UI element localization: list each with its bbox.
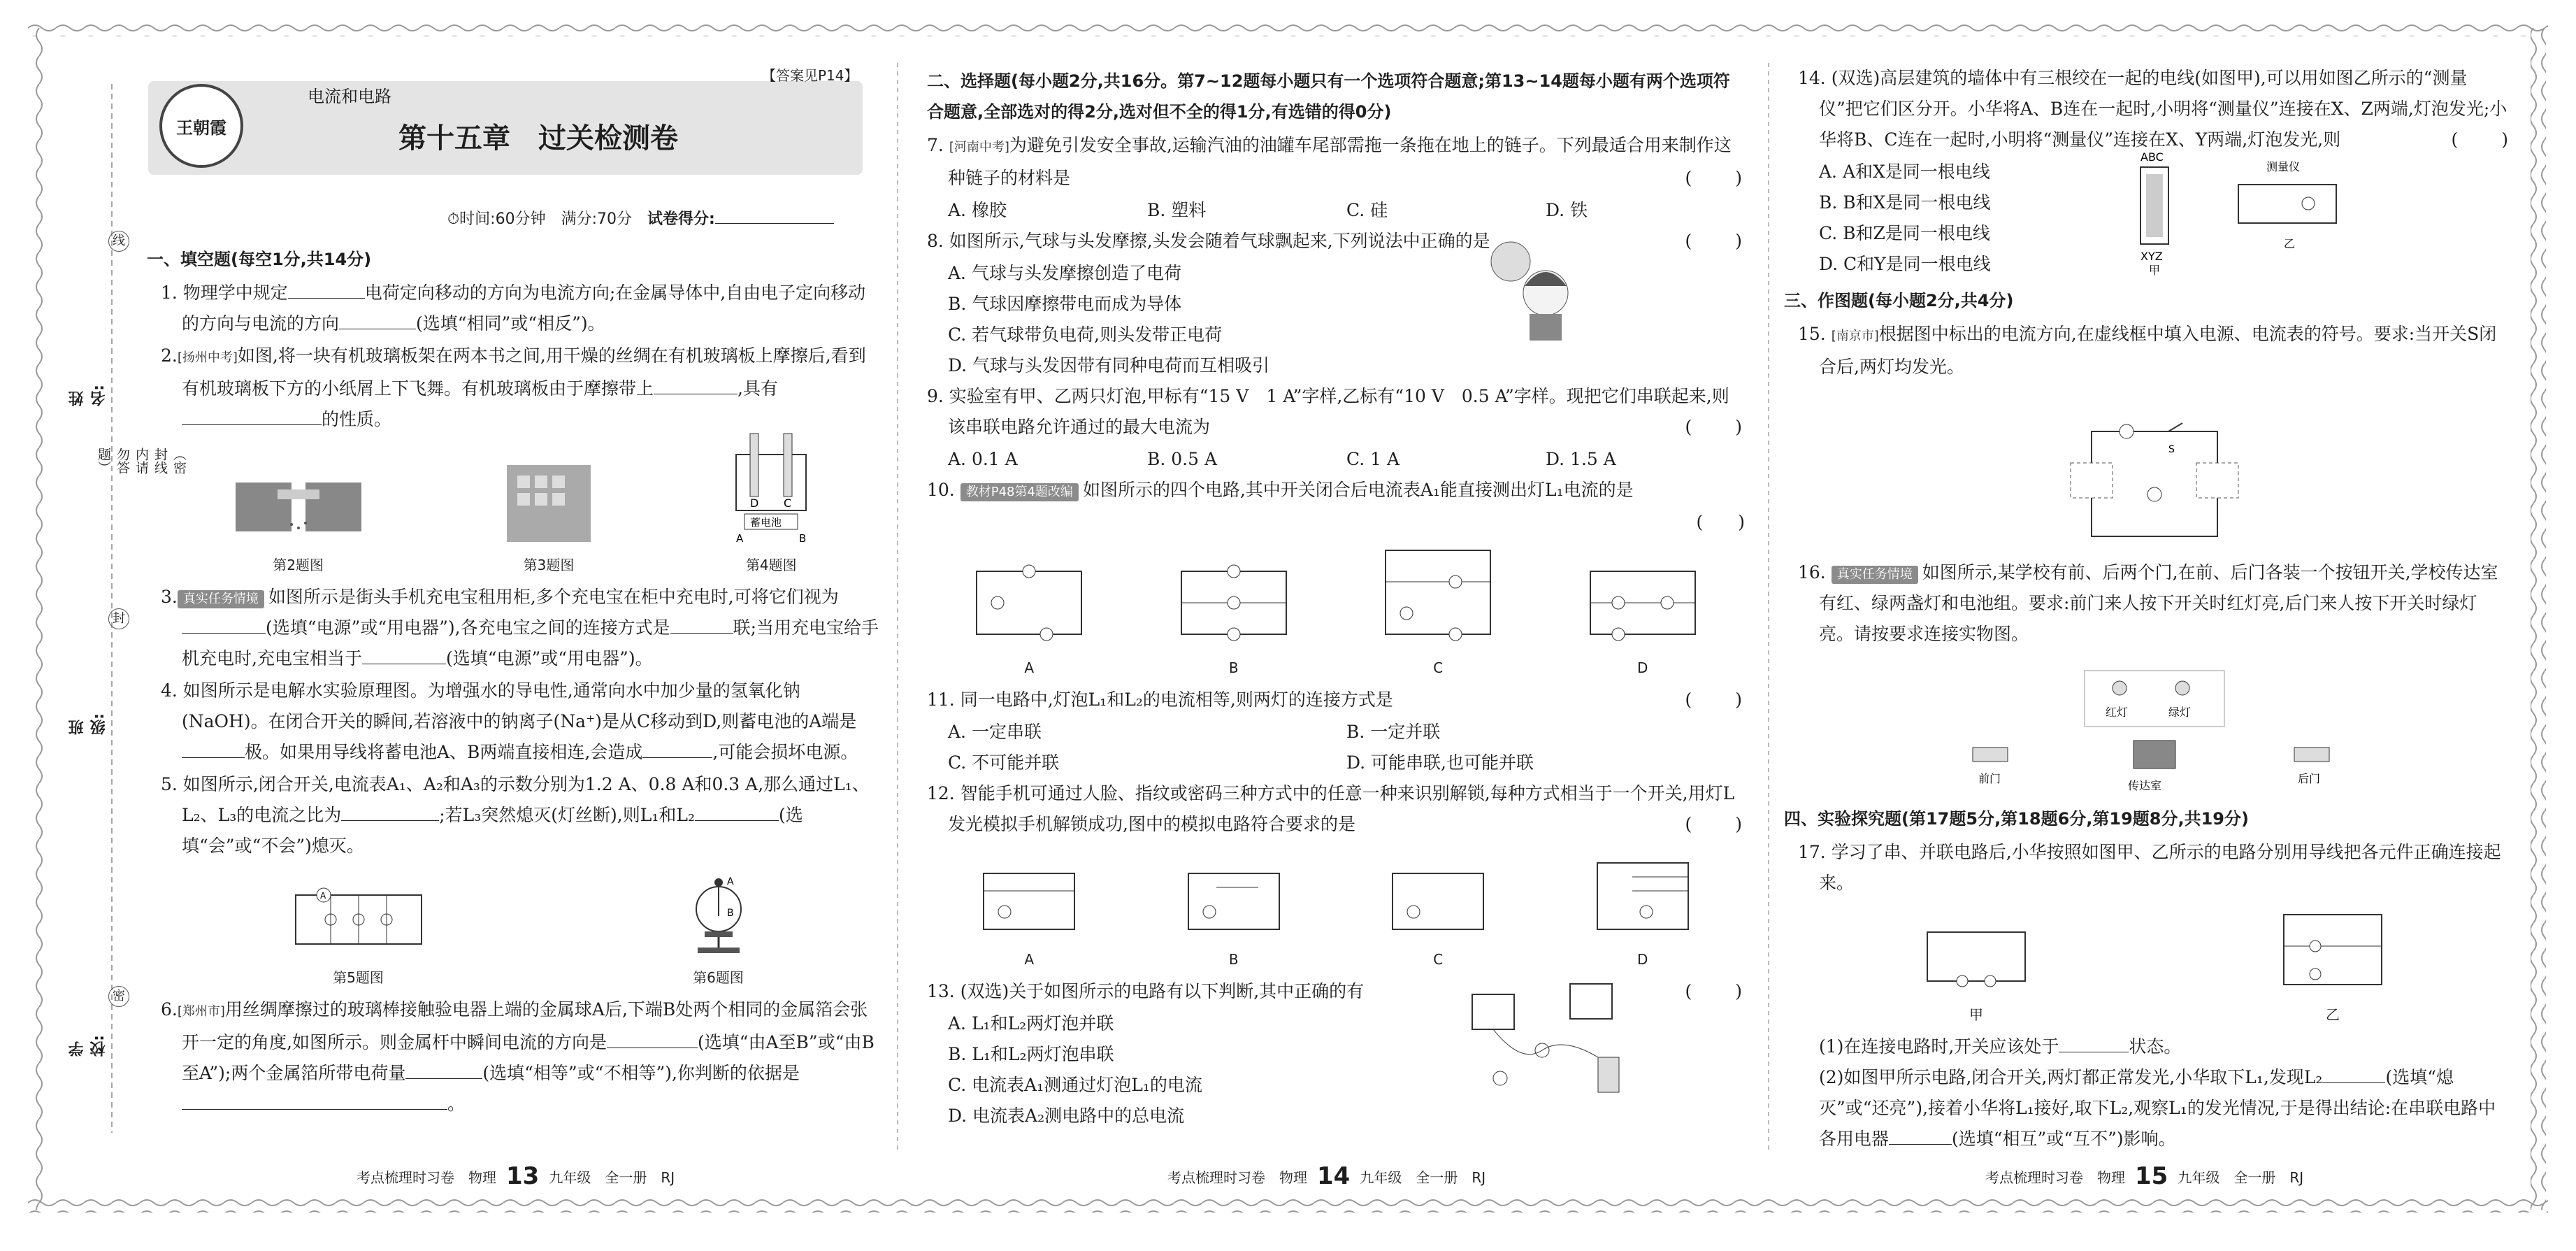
q10-label-c: C	[1433, 659, 1444, 676]
q10-circuit-a	[970, 557, 1088, 678]
q8-balloon-girl-illustration	[1486, 237, 1584, 342]
q13-block	[927, 1008, 1745, 1131]
fig3	[503, 462, 594, 575]
q10-diagram-a	[970, 557, 1088, 648]
question-1: 1. 物理学中规定 电荷定向移动的方向为电流方向;在金属导体中,自由电子定向移动的方向与电流的方向 (选填“相同”或“相反”)。	[161, 278, 881, 339]
q17-fig-yi	[2273, 904, 2392, 1024]
blank[interactable]	[607, 1029, 698, 1048]
score-blank[interactable]	[715, 205, 834, 224]
q12-diagram-b	[1181, 863, 1286, 940]
fig5-circuit	[282, 881, 436, 958]
q10-label-a: A	[1024, 659, 1035, 676]
fig4-battery-label: 蓄电池	[750, 516, 782, 529]
q15-figure	[1798, 389, 2511, 550]
q14-option-a[interactable]: A. A和X是同一根电线	[1819, 162, 1990, 182]
blank[interactable]	[341, 802, 439, 821]
q12-circuit-c	[1386, 863, 1490, 969]
question-10: 10. 教材P48第4题改编 如图所示的四个电路,其中开关闭合后电流表A₁能直接测出灯L₁电流的是	[927, 480, 1634, 500]
logo-text: 王朝霞	[176, 117, 226, 138]
fig4-electrolysis	[729, 427, 813, 545]
blank[interactable]	[2059, 1034, 2129, 1052]
q17-figures	[1798, 906, 2511, 1024]
q14-fig-yi: 乙	[2284, 237, 2296, 250]
column-1	[147, 241, 881, 1121]
figure-row-5-6	[161, 868, 881, 987]
blank[interactable]	[654, 376, 737, 394]
seal-note: （密封线内请勿答题）	[96, 448, 187, 474]
footer-page-14	[1167, 1162, 1485, 1190]
svg-text:C: C	[784, 496, 792, 510]
question-16: 16. 真实任务情境 如图所示,某学校有前、后两个门,在前、后门各装一个按钮开关,学校传达室有红、绿两盏灯和电池组。要求:前门来人按下开关时红灯亮,后门来人按下开关时绿灯亮。请按要求连接实物图。	[1798, 562, 2498, 644]
footer-page-13	[357, 1162, 675, 1190]
q9-option-b[interactable]: B. 0.5 A	[1147, 449, 1218, 469]
q10-label-d: D	[1637, 659, 1648, 676]
svg-text:B: B	[799, 532, 807, 545]
q16-red-lamp: 红灯	[2106, 706, 2129, 719]
q14-block	[1798, 150, 2511, 283]
q7-options	[927, 195, 1745, 226]
footer-text: 考点梳理时习卷 物理	[1985, 1168, 2125, 1186]
q12-circuit-d	[1590, 856, 1695, 969]
blank[interactable]	[362, 645, 446, 664]
svg-text:B: B	[726, 908, 734, 919]
time-score: ⏱时间:60分钟 满分:70分	[447, 210, 632, 228]
column-2	[927, 63, 1745, 1131]
q12-circuits	[927, 847, 1745, 969]
q16-figure	[1798, 657, 2511, 796]
blank[interactable]	[182, 739, 245, 758]
blank[interactable]	[670, 615, 733, 634]
q10-circuit-b	[1174, 557, 1293, 678]
q12-label-b: B	[1228, 951, 1239, 968]
q7-option-a[interactable]: A. 橡胶	[948, 200, 1007, 220]
q16-green-lamp: 绿灯	[2168, 706, 2192, 719]
q13-option-c[interactable]: C. 电流表A₁测通过灯泡L₁的电流	[948, 1075, 1202, 1095]
q8-block	[927, 258, 1745, 381]
q11-option-a[interactable]: A. 一定串联	[948, 722, 1042, 742]
q12-diagram-a	[977, 863, 1081, 940]
name-label: 姓名:	[69, 385, 108, 406]
question-14: 14. (双选)高层建筑的墙体中有三根绞在一起的电线(如图甲),可以用如图乙所示的“测量仪”把它们区分开。小华将A、B连在一起时,小明将“测量仪”连接在X、Z两端,灯泡发光;小华将B、C连在一起时,小明将“测量仪”连接在X、Y两端,灯泡发光,则 ( )	[1798, 68, 2511, 150]
q12-diagram-d	[1590, 856, 1695, 940]
q13-option-a[interactable]: A. L₁和L₂两灯泡并联	[948, 1013, 1114, 1034]
q10-label-b: B	[1228, 659, 1239, 676]
q10-circuits	[927, 545, 1745, 678]
q15-circuit	[2064, 410, 2245, 550]
question-5: 5. 如图所示,闭合开关,电流表A₁、A₂和A₃的示数分别为1.2 A、0.8 A和0.3 A,那么通过L₁、L₂、L₃的电流之比为 ;若L₃突然熄灭(灯丝断),则L₁和L₂ (选填“会”或“不会”)熄灭。	[161, 774, 870, 856]
section-multiple-choice: 二、选择题(每小题2分,共16分。第7~12题每小题只有一个选项符合题意;第13~14题每小题有两个选项符合题意,全部选对的得2分,选对但不全的得1分,有选错的得0分)	[927, 71, 1730, 122]
q8-option-d[interactable]: D. 气球与头发因带有同种电荷而互相吸引	[948, 355, 1270, 376]
fig6-electroscope	[677, 874, 761, 958]
footer-tail: 九年级 全一册 RJ	[1360, 1168, 1486, 1186]
logo	[159, 84, 243, 168]
section-experiment: 四、实验探究题(第17题5分,第18题6分,第19题8分,共19分)	[1784, 809, 2249, 829]
fig2	[229, 462, 368, 575]
svg-text:A: A	[726, 876, 734, 887]
footer-tail: 九年级 全一册 RJ	[2178, 1168, 2304, 1186]
header-topic: 电流和电路	[308, 87, 391, 106]
blank[interactable]	[182, 406, 322, 425]
section-fill-blank: 一、填空题(每空1分,共14分)	[147, 250, 372, 269]
blank[interactable]	[695, 802, 779, 821]
q7-option-d[interactable]: D. 铁	[1546, 200, 1588, 220]
q12-label-d: D	[1637, 951, 1648, 968]
meta-line	[447, 205, 834, 229]
q16-room: 传达室	[2128, 779, 2162, 792]
q16-illustration	[1945, 664, 2364, 796]
question-11: 11. 同一电路中,灯泡L₁和L₂的电流相等,则两灯的连接方式是 ( )	[927, 689, 1745, 710]
q8-option-b[interactable]: B. 气球因摩擦带电而成为导体	[948, 294, 1182, 314]
page-number: 15	[2135, 1162, 2168, 1190]
q14-figures	[2127, 150, 2441, 276]
blank[interactable]	[642, 739, 712, 758]
score-label: 试卷得分:	[647, 210, 715, 228]
q10-circuit-d	[1583, 557, 1702, 678]
svg-text:A: A	[736, 532, 744, 545]
q17-label-yi: 乙	[2326, 1006, 2340, 1023]
q12-circuit-a	[977, 863, 1081, 969]
q8-option-c[interactable]: C. 若气球带负电荷,则头发带正电荷	[948, 324, 1223, 345]
q17-circuit-jia	[1917, 918, 2036, 995]
q11-option-b[interactable]: B. 一定并联	[1346, 722, 1441, 742]
footer-text: 考点梳理时习卷 物理	[1167, 1168, 1307, 1186]
footer-page-15	[1985, 1162, 2303, 1190]
q9-options	[927, 444, 1745, 475]
question-3: 3. 真实任务情境 如图所示是街头手机充电宝租用柜,多个充电宝在柜中充电时,可将它们视为(选填“电源”或“用电器”),各充电宝之间的连接方式是 联;当用充电宝给手机充电时,充电宝相当于 (选填“电源”或“用电器”)。	[161, 587, 879, 669]
fig4-caption: 第4题图	[745, 557, 797, 573]
question-17-2: (2)如图甲所示电路,闭合开关,两灯都正常发光,小华取下L₁,发现L₂ (选填“熄灭”或“还亮”),接着小华将L₁接好,取下L₂,观察L₁的发光情况,于是得出结论:在串联电路中各用电器 (选填“相互”或“互不”)影响。	[1798, 1062, 2511, 1155]
question-17-1: (1)在连接电路时,开关应该处于 状态。	[1798, 1031, 2511, 1062]
question-9: 9. 实验室有甲、乙两只灯泡,甲标有“15 V 1 A”字样,乙标有“10 V 0.5 A”字样。现把它们串联起来,则该串联电路允许通过的最大电流为 ( )	[927, 386, 1745, 437]
q10-diagram-c	[1379, 543, 1497, 648]
q7-option-b[interactable]: B. 塑料	[1147, 200, 1207, 220]
q10-diagram-d	[1583, 557, 1702, 648]
fig6	[677, 874, 761, 987]
q16-back-door: 后门	[2298, 772, 2321, 785]
q14-fig-jia: 甲	[2149, 264, 2161, 276]
q14-option-b[interactable]: B. B和X是同一根电线	[1819, 192, 1991, 213]
q9-option-a[interactable]: A. 0.1 A	[948, 449, 1018, 469]
fig6-caption: 第6题图	[693, 969, 744, 986]
seal-mark-seal: 封	[108, 608, 129, 629]
question-12: 12. 智能手机可通过人脸、指纹或密码三种方式中的任意一种来识别解锁,每种方式相当于一个开关,用灯L发光模拟手机解锁成功,图中的模拟电路符合要求的是 ( )	[927, 783, 1745, 834]
svg-text:S: S	[2168, 444, 2175, 455]
blank[interactable]	[182, 615, 266, 634]
question-15: 15. [南京市]根据图中标出的电流方向,在虚线框中填入电源、电流表的符号。要求:当开关S闭合后,两灯均发光。	[1798, 324, 2497, 377]
question-8: 8. 如图所示,气球与头发摩擦,头发会随着气球飘起来,下列说法中正确的是 ( )	[927, 231, 1745, 251]
q14-option-c[interactable]: C. B和Z是同一根电线	[1819, 223, 1990, 243]
question-6: 6.[郑州市]用丝绸摩擦过的玻璃棒接触验电器上端的金属球A后,下端B处两个相同的金属箔会张开一定的角度,如图所示。则金属杆中瞬间电流的方向是 (选填“由A至B”或“由B至A”);两个金属箔所带电荷量 (选填“相等”或“不相等”),你判断的依据是。	[161, 999, 875, 1114]
class-label: 班级:	[69, 713, 108, 735]
q9-option-d[interactable]: D. 1.5 A	[1546, 449, 1616, 469]
blank[interactable]	[339, 310, 416, 329]
svg-text:A: A	[319, 891, 326, 901]
svg-text:D: D	[750, 496, 759, 510]
q14-xyz-label: XYZ	[2140, 250, 2163, 263]
fig3-caption: 第3题图	[523, 557, 575, 573]
question-13: 13. (双选)关于如图所示的电路有以下判断,其中正确的有 ( )	[927, 981, 1745, 1001]
fig2-illustration	[229, 462, 368, 545]
q13-option-b[interactable]: B. L₁和L₂两灯泡串联	[948, 1044, 1114, 1064]
blank[interactable]	[288, 280, 365, 299]
figure-row-2-4	[161, 442, 881, 575]
school-label: 学校:	[69, 1035, 108, 1057]
q16-front-door: 前门	[1978, 772, 2001, 785]
question-4: 4. 如图所示是电解水实验原理图。为增强水的导电性,通常向水中加少量的氢氧化钠(NaOH)。在闭合开关的瞬间,若溶液中的钠离子(Na⁺)是从C移动到D,则蓄电池的A端是极。如果用导线将蓄电池A、B两端直接相连,会造成 ,可能会损坏电源。	[161, 680, 858, 762]
q13-option-d[interactable]: D. 电流表A₂测电路中的总电流	[948, 1106, 1185, 1126]
question-2: 2.[扬州中考]如图,将一块有机玻璃板架在两本书之间,用干燥的丝绸在有机玻璃板上摩擦后,看到有机玻璃板下方的小纸屑上下飞舞。有机玻璃板由于摩擦带上 ,具有的性质。	[161, 345, 866, 429]
question-7: 7. [河南中考]为避免引发安全事故,运输汽油的油罐车尾部需拖一条拖在地上的链子。下列最适合用来制作这种链子的材料是 ( )	[927, 135, 1745, 188]
q10-diagram-b	[1174, 557, 1293, 648]
q14-abc-label: ABC	[2140, 150, 2164, 164]
q12-label-c: C	[1433, 951, 1444, 968]
blank[interactable]	[405, 1060, 482, 1079]
column-3	[1784, 63, 2511, 1155]
q12-circuit-b	[1181, 863, 1286, 969]
q8-option-a[interactable]: A. 气球与头发摩擦创造了电荷	[948, 263, 1181, 283]
q9-option-c[interactable]: C. 1 A	[1346, 449, 1400, 469]
q10-bracket: ( )	[1696, 512, 1745, 532]
q17-label-jia: 甲	[1969, 1006, 1983, 1023]
footer-text: 考点梳理时习卷 物理	[357, 1168, 496, 1186]
page-number: 14	[1317, 1162, 1351, 1190]
q7-option-c[interactable]: C. 硅	[1346, 200, 1388, 220]
answer-ref: 【答案见P14】	[762, 67, 858, 84]
q13-apparatus-illustration	[1458, 980, 1640, 1106]
fig5	[282, 881, 436, 987]
page-number: 13	[506, 1162, 540, 1190]
q11-option-c[interactable]: C. 不可能并联	[948, 752, 1060, 773]
q11-option-d[interactable]: D. 可能串联,也可能并联	[1346, 752, 1534, 773]
footer-tail: 九年级 全一册 RJ	[549, 1168, 675, 1186]
fig5-caption: 第5题图	[333, 969, 384, 986]
fig4	[729, 427, 813, 575]
q17-circuit-yi	[2273, 904, 2392, 995]
q12-label-a: A	[1024, 951, 1035, 968]
q10-circuit-c	[1379, 543, 1497, 678]
q14-option-d[interactable]: D. C和Y是同一根电线	[1819, 254, 1991, 274]
q17-fig-jia	[1917, 918, 2036, 1024]
blank[interactable]	[1889, 1126, 1952, 1145]
question-17: 17. 学习了串、并联电路后,小华按照如图甲、乙所示的电路分别用导线把各元件正确连接起来。	[1798, 842, 2501, 893]
q14-meter-label: 测量仪	[2266, 160, 2301, 173]
page-title: 第十五章 过关检测卷	[398, 122, 678, 155]
q11-options	[927, 717, 1745, 778]
fig2-caption: 第2题图	[273, 557, 324, 573]
blank[interactable]	[2322, 1064, 2385, 1083]
seal-mark-line: 线	[108, 231, 129, 252]
section-drawing: 三、作图题(每小题2分,共4分)	[1784, 291, 2014, 310]
blank[interactable]	[182, 1091, 447, 1110]
fig3-photo	[503, 462, 594, 545]
seal-mark-secret: 密	[108, 986, 129, 1007]
q12-diagram-c	[1386, 863, 1490, 940]
